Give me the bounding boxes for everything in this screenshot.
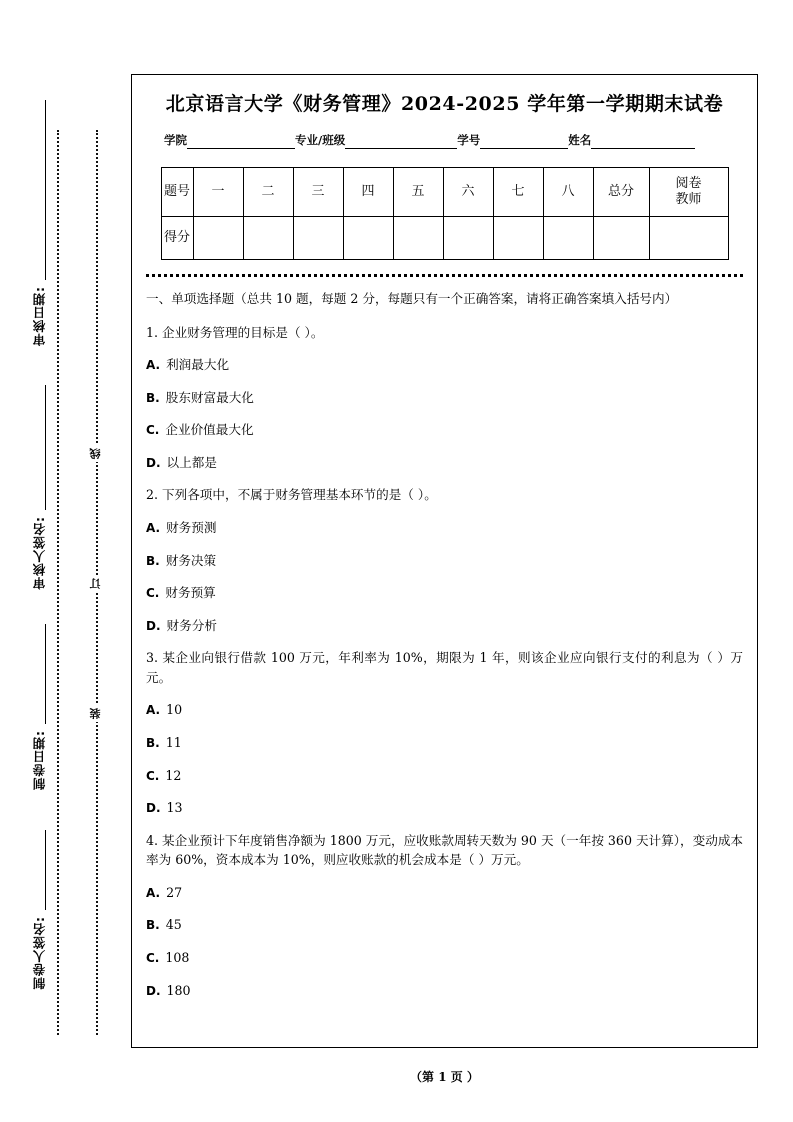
grader-label-line2: 教师: [675, 192, 702, 207]
option-key: A.: [146, 358, 161, 373]
score-cell-4[interactable]: [343, 217, 393, 260]
score-cell-7[interactable]: [493, 217, 543, 260]
option-text: 27: [166, 884, 183, 900]
question-3-option-a[interactable]: [146, 700, 743, 720]
field-name: [568, 132, 695, 149]
question-2-option-c[interactable]: [146, 583, 743, 603]
table-row-question-numbers: [161, 168, 728, 217]
sidebar-rule-2: [45, 385, 46, 510]
option-text: 财务决策: [165, 552, 217, 568]
option-key: B.: [146, 918, 160, 933]
question-3-stem: 3. 某企业向银行借款 100 万元，年利率为 10%，期限为 1 年，则该企业应向银行支付的利息为（ ）万元。: [146, 650, 743, 685]
sidebar-label-printer-signature: 制卷人签名:: [32, 916, 47, 990]
option-text: 财务预算: [165, 585, 216, 601]
score-table-col-3: 三: [293, 168, 343, 217]
score-table-col-7: 七: [493, 168, 543, 217]
option-key: B.: [146, 735, 160, 750]
exam-paper-frame: [131, 74, 758, 1048]
option-key: B.: [146, 553, 160, 568]
option-text: 13: [166, 800, 183, 816]
table-row-scores: [161, 217, 728, 260]
sidebar-label-print-date: 制卷日期:: [32, 730, 47, 790]
question-2-option-d[interactable]: [146, 616, 743, 636]
dotted-separator: [146, 274, 743, 277]
score-table-col-total: 总分: [593, 168, 649, 217]
binding-char-order: 订: [90, 575, 101, 592]
question-3-option-b[interactable]: [146, 733, 743, 753]
option-text: 利润最大化: [166, 357, 230, 373]
option-key: A.: [146, 703, 161, 718]
page-footer: （第 1 页 ）: [410, 1070, 479, 1084]
question-1-option-b[interactable]: [146, 388, 743, 408]
field-student-id: [457, 132, 568, 149]
section-heading: 一、单项选择题（总共 10 题，每题 2 分，每题只有一个正确答案，请将正确答案填入括号内）: [146, 291, 678, 306]
field-major-class-label: 专业/班级: [295, 133, 346, 147]
question-3-option-c[interactable]: [146, 766, 743, 786]
question-1-option-d[interactable]: [146, 453, 743, 473]
option-key: C.: [146, 768, 160, 783]
score-table-col-8: 八: [543, 168, 593, 217]
option-text: 以上都是: [166, 454, 217, 470]
score-table-col-6: 六: [443, 168, 493, 217]
score-cell-5[interactable]: [393, 217, 443, 260]
question-3-option-d[interactable]: [146, 798, 743, 818]
question-4-option-c[interactable]: [146, 948, 743, 968]
question-4-option-b[interactable]: [146, 915, 743, 935]
option-text: 财务预测: [166, 519, 217, 535]
binding-char-line: 线: [90, 445, 101, 462]
option-key: D.: [146, 618, 161, 633]
score-table-col-1: 一: [193, 168, 243, 217]
question-1-stem: 1. 企业财务管理的目标是（ ）。: [146, 324, 324, 340]
field-college: [164, 132, 295, 149]
score-cell-total[interactable]: [593, 217, 649, 260]
question-2-stem: 2. 下列各项中，不属于财务管理基本环节的是（ ）。: [146, 487, 437, 503]
sidebar-rule-1: [45, 100, 46, 280]
grader-label-line1: 阅卷: [675, 175, 702, 191]
sidebar-rule-4: [45, 830, 46, 910]
option-key: C.: [146, 423, 160, 438]
option-text: 45: [165, 917, 182, 933]
score-table: [161, 167, 729, 260]
sidebar-rule-3: [45, 624, 46, 724]
binding-char-bind: 装: [90, 705, 101, 722]
question-body: [146, 289, 743, 1000]
field-college-label: 学院: [164, 133, 187, 147]
option-text: 11: [165, 734, 182, 750]
option-text: 12: [165, 767, 182, 783]
option-key: C.: [146, 586, 160, 601]
option-text: 108: [165, 949, 190, 965]
question-2-option-a[interactable]: [146, 518, 743, 538]
score-table-col-4: 四: [343, 168, 393, 217]
question-1-option-c[interactable]: [146, 420, 743, 440]
score-cell-1[interactable]: [193, 217, 243, 260]
option-key: D.: [146, 801, 161, 816]
score-cell-grader[interactable]: [649, 217, 728, 260]
exam-margin-sidebar: [0, 0, 131, 1122]
question-4-option-d[interactable]: [146, 981, 743, 1001]
field-name-input[interactable]: [591, 135, 695, 149]
score-cell-2[interactable]: [243, 217, 293, 260]
sidebar-label-reviewer-signature: 审核人签名:: [32, 516, 47, 590]
score-cell-6[interactable]: [443, 217, 493, 260]
sidebar-label-review-date: 审核日期:: [32, 286, 47, 346]
binding-dotted-line-outer: [57, 130, 59, 1035]
field-major-class-input[interactable]: [345, 135, 457, 149]
score-table-rowheader-score: 得分: [161, 217, 193, 260]
option-key: D.: [146, 455, 161, 470]
page-title: 北京语言大学《财务管理》2024‑2025 学年第一学期期末试卷: [165, 93, 724, 115]
option-key: C.: [146, 950, 160, 965]
option-text: 财务分析: [166, 617, 217, 633]
option-key: D.: [146, 983, 161, 998]
question-4-option-a[interactable]: [146, 883, 743, 903]
option-key: B.: [146, 390, 160, 405]
option-text: 股东财富最大化: [165, 389, 254, 405]
field-name-label: 姓名: [568, 133, 592, 147]
student-info-row: [146, 132, 743, 149]
option-text: 企业价值最大化: [165, 422, 254, 438]
option-key: A.: [146, 885, 161, 900]
field-student-id-input[interactable]: [480, 135, 568, 149]
question-2-option-b[interactable]: [146, 551, 743, 571]
option-text: 10: [166, 702, 183, 718]
field-student-id-label: 学号: [457, 133, 481, 147]
score-table-col-5: 五: [393, 168, 443, 217]
question-4-stem: 4. 某企业预计下年度销售净额为 1800 万元，应收账款周转天数为 90 天（一年按 360 天计算），变动成本率为 60%，资本成本为 10%，则应收账款的机会成本是（ ）万元。: [146, 832, 744, 868]
question-1-option-a[interactable]: [146, 355, 743, 375]
field-major-class: [295, 132, 457, 149]
option-key: A.: [146, 520, 161, 535]
score-table-col-2: 二: [243, 168, 293, 217]
score-table-col-grader: [649, 168, 728, 217]
score-table-rowheader-question: 题号: [161, 168, 193, 217]
field-college-input[interactable]: [187, 135, 295, 149]
score-cell-3[interactable]: [293, 217, 343, 260]
option-text: 180: [166, 982, 191, 998]
score-cell-8[interactable]: [543, 217, 593, 260]
